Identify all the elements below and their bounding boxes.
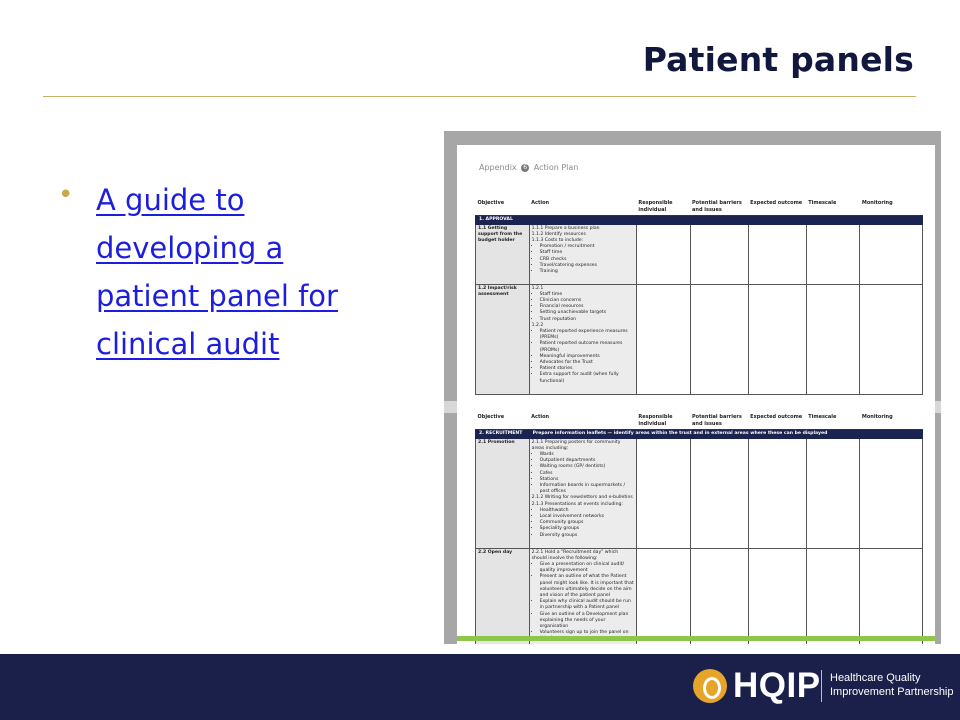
patient-panel-guide-link[interactable] — [96, 176, 378, 368]
col-objective: Objective — [476, 199, 530, 215]
action-cell: 2.1.1 Preparing posters for community areas including: • Wards • Outpatient departments • Waiting rooms (GP/ dentists) • Cafes • Stations • Information boards in supermarkets / post offices 2.1.2 Writing for newsletters and e-bulletins 2.1.3 Presentations at events including: • Healthwatch • Local involvement networks • Community groups • Speciality groups • Diversity groups — [529, 438, 636, 548]
action-plan-table-1 — [475, 199, 923, 395]
table-header-row — [476, 199, 923, 215]
bullet-list — [58, 176, 378, 368]
col-outcome: Expected outcome — [748, 199, 806, 215]
col-responsible: Responsible individual — [636, 413, 690, 429]
table-row — [476, 438, 923, 548]
objective-cell: 2.2 Open day — [476, 548, 530, 644]
hqip-logo-icon — [693, 669, 727, 703]
action-cell: 1.1.1 Prepare a business plan 1.1.2 Identify resources 1.1.3 Costs to include: • Promotion / recruitment • Staff time • CRB checks • Travel/catering expenses • Training — [529, 224, 636, 284]
col-action: Action — [529, 413, 636, 429]
document-green-bar — [457, 636, 935, 641]
link-line: developing a — [96, 231, 284, 265]
col-action: Action — [529, 199, 636, 215]
action-plan-document-image — [444, 131, 941, 644]
col-objective: Objective — [476, 413, 530, 429]
section-band-recruitment: 2. RECRUITMENT Prepare information leaflets — identify areas within the trust and in external areas where these can be displayed — [476, 429, 923, 438]
col-barriers: Potential barriers and issues — [690, 199, 748, 215]
slide-title: Patient panels — [642, 40, 914, 79]
col-monitoring: Monitoring — [860, 199, 923, 215]
appendix-heading: Appendix 6 Action Plan — [479, 163, 579, 172]
action-plan-table-2 — [475, 413, 923, 644]
action-cell: 1.2.1 • Staff time • Clinician concerns • Financial resources • Setting unachievable targets • Trust reputation 1.2.2 • Patient reported experience measures (PREMs) • Patient reported outcome measures (PROMs) • Meaningful improvements • Advocates for the Trust • Patient stories • Extra support for audit (when fully functional) — [529, 284, 636, 394]
link-line: patient panel for — [96, 279, 338, 313]
table-header-row — [476, 413, 923, 429]
appendix-number-badge: 6 — [521, 164, 529, 172]
table-row — [476, 224, 923, 284]
col-outcome: Expected outcome — [748, 413, 806, 429]
col-timescale: Timescale — [806, 199, 860, 215]
hqip-logo-text: HQIP — [733, 666, 821, 705]
col-barriers: Potential barriers and issues — [690, 413, 748, 429]
section-band-approval: 1. APPROVAL — [476, 215, 923, 224]
action-cell: 2.2.1 Hold a "Recruitment day" which should involve the following: • Give a presentation on clinical audit/ quality improvement • Present an outline of what the Patient panel might look like. It is important that volunteers ultimately decide on the aim and vision of the patient panel • Explain why clinical audit should be run in partnership with a Patient panel • Give an outline of a Development plan explaining the needs of your organisation • Volunteers sign up to join the panel on — [529, 548, 636, 644]
link-line: A guide to — [96, 183, 245, 217]
document-page-1 — [457, 145, 935, 401]
table-row — [476, 548, 923, 644]
objective-cell: 1.1 Getting support from the budget holder — [476, 224, 530, 284]
link-line: clinical audit — [96, 327, 280, 361]
col-monitoring: Monitoring — [860, 413, 923, 429]
col-responsible: Responsible individual — [636, 199, 690, 215]
bullet-marker: • — [58, 180, 74, 210]
title-divider — [43, 96, 916, 97]
table-row — [476, 284, 923, 394]
objective-cell: 2.1 Promotion — [476, 438, 530, 548]
logo-divider — [821, 670, 822, 702]
objective-cell: 1.2 Impact/risk assessment — [476, 284, 530, 394]
col-timescale: Timescale — [806, 413, 860, 429]
organisation-tagline: Healthcare Quality Improvement Partnership — [830, 672, 954, 698]
document-page-2 — [457, 399, 935, 644]
